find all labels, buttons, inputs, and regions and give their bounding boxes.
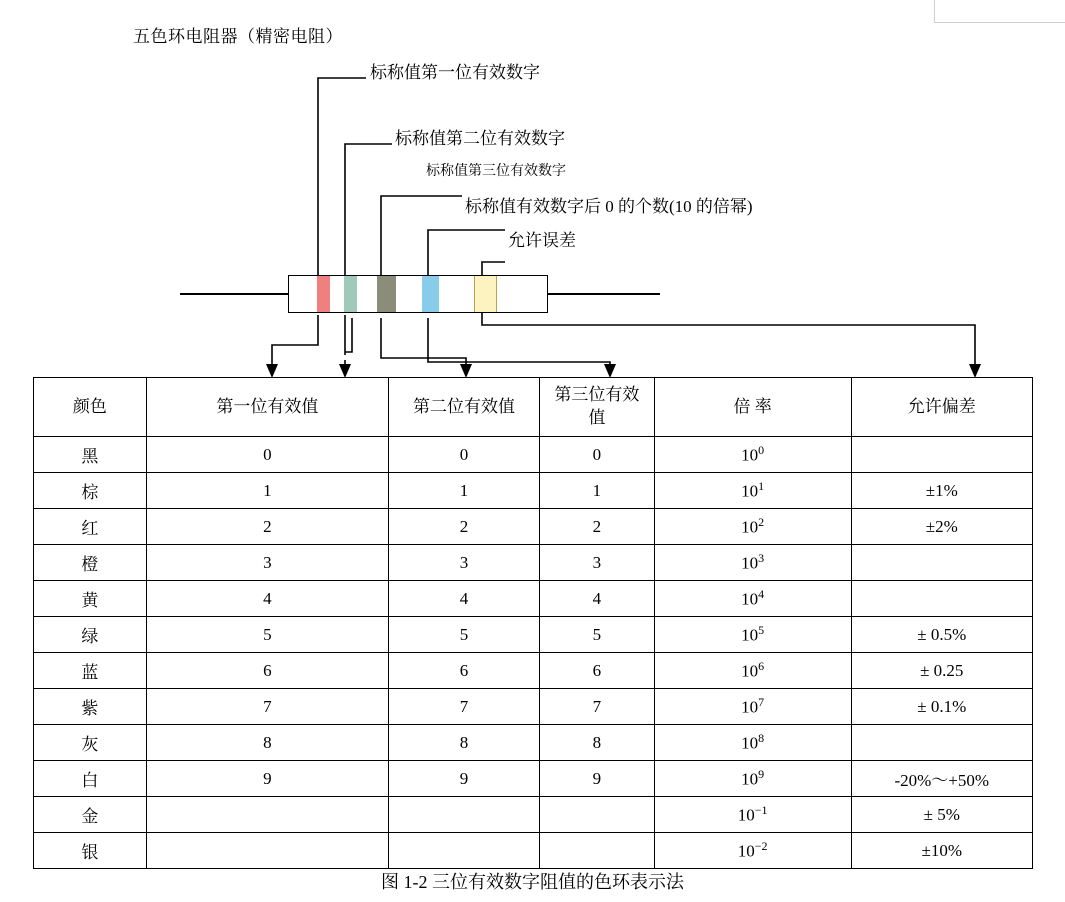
header-tolerance: 允许偏差 [851, 378, 1032, 437]
cell-digit1: 3 [146, 545, 388, 581]
resistor-body [288, 275, 548, 313]
figure-caption [0, 868, 1065, 894]
cell-digit2: 1 [388, 473, 539, 509]
header-digit2: 第二位有效值 [388, 378, 539, 437]
cell-digit2: 2 [388, 509, 539, 545]
table-row [34, 617, 1033, 653]
cell-digit2: 9 [388, 761, 539, 797]
table-row [34, 653, 1033, 689]
callout-label-digit3: 标称值第三位有效数字 [426, 164, 566, 179]
cell-color: 棕 [34, 473, 147, 509]
cell-color: 黑 [34, 437, 147, 473]
cell-color: 白 [34, 761, 147, 797]
cell-digit3 [540, 797, 655, 833]
table-row [34, 473, 1033, 509]
cell-multiplier: $10^4$ [654, 581, 851, 617]
callout-label-digit1: 标称值第一位有效数字 [370, 63, 540, 82]
cell-multiplier: $10^7$ [654, 689, 851, 725]
header-digit1: 第一位有效值 [146, 378, 388, 437]
color-code-table [33, 377, 1033, 869]
cell-multiplier: $10^3$ [654, 545, 851, 581]
band-5 [474, 276, 497, 312]
cell-digit3: 4 [540, 581, 655, 617]
color-code-table-wrap [33, 377, 1033, 869]
table-row [34, 437, 1033, 473]
cell-tolerance: ±10% [851, 833, 1032, 869]
cell-digit2: 5 [388, 617, 539, 653]
cell-tolerance [851, 581, 1032, 617]
cell-multiplier: $10^9$ [654, 761, 851, 797]
table-row [34, 689, 1033, 725]
cell-digit1: 5 [146, 617, 388, 653]
header-color: 颜色 [34, 378, 147, 437]
header-digit3: 第三位有效值 [540, 378, 655, 437]
cell-digit3: 5 [540, 617, 655, 653]
cell-digit3: 8 [540, 725, 655, 761]
table-body [34, 437, 1033, 869]
resistor-diagram [180, 268, 880, 320]
resistor-lead-left [180, 293, 290, 295]
cell-tolerance: ± 0.1% [851, 689, 1032, 725]
cell-digit1: 1 [146, 473, 388, 509]
table-row [34, 545, 1033, 581]
cell-digit2 [388, 833, 539, 869]
cell-multiplier: $10^{-1}$ [654, 797, 851, 833]
cell-digit2: 4 [388, 581, 539, 617]
cell-tolerance: ± 5% [851, 797, 1032, 833]
cell-color: 红 [34, 509, 147, 545]
cell-digit2: 0 [388, 437, 539, 473]
band-4 [422, 276, 439, 312]
cell-multiplier: $10^5$ [654, 617, 851, 653]
resistor-lead-right [545, 293, 660, 295]
cell-digit3: 6 [540, 653, 655, 689]
cell-digit3: 9 [540, 761, 655, 797]
band-3 [377, 276, 396, 312]
cell-color: 绿 [34, 617, 147, 653]
cell-tolerance [851, 437, 1032, 473]
table-row [34, 509, 1033, 545]
cell-digit3 [540, 833, 655, 869]
cell-digit2: 3 [388, 545, 539, 581]
cell-color: 紫 [34, 689, 147, 725]
cell-digit1 [146, 797, 388, 833]
header-multiplier: 倍 率 [654, 378, 851, 437]
cell-digit2: 8 [388, 725, 539, 761]
cell-tolerance: ± 0.25 [851, 653, 1032, 689]
cell-digit2: 6 [388, 653, 539, 689]
cell-digit3: 0 [540, 437, 655, 473]
cell-digit1: 2 [146, 509, 388, 545]
cell-color: 蓝 [34, 653, 147, 689]
cell-digit3: 3 [540, 545, 655, 581]
cell-color: 灰 [34, 725, 147, 761]
band-2 [344, 276, 357, 312]
page-corner-mark [934, 0, 1065, 23]
cell-digit1 [146, 833, 388, 869]
cell-digit3: 1 [540, 473, 655, 509]
table-row [34, 833, 1033, 869]
table-row [34, 581, 1033, 617]
table-row [34, 725, 1033, 761]
table-row [34, 797, 1033, 833]
cell-digit1: 4 [146, 581, 388, 617]
table-header-row [34, 378, 1033, 437]
cell-tolerance: ± 0.5% [851, 617, 1032, 653]
cell-tolerance: ±2% [851, 509, 1032, 545]
cell-tolerance [851, 725, 1032, 761]
cell-tolerance: -20%～+50% [851, 761, 1032, 797]
cell-multiplier: $10^6$ [654, 653, 851, 689]
callout-label-tolerance: 允许误差 [508, 231, 576, 250]
figure-caption-text: 图 1-2 三位有效数字阻值的色环表示法 [381, 872, 684, 892]
band-1 [317, 276, 330, 312]
cell-multiplier: $10^{-2}$ [654, 833, 851, 869]
cell-digit1: 0 [146, 437, 388, 473]
figure-title: 五色环电阻器（精密电阻） [133, 27, 343, 46]
callout-label-digit2: 标称值第二位有效数字 [395, 129, 565, 148]
cell-multiplier: $10^1$ [654, 473, 851, 509]
callout-label-multiplier: 标称值有效数字后 0 的个数(10 的倍幂) [465, 197, 753, 216]
cell-digit3: 7 [540, 689, 655, 725]
table-row [34, 761, 1033, 797]
cell-color: 橙 [34, 545, 147, 581]
cell-digit2: 7 [388, 689, 539, 725]
cell-digit1: 9 [146, 761, 388, 797]
cell-tolerance [851, 545, 1032, 581]
cell-color: 银 [34, 833, 147, 869]
cell-tolerance: ±1% [851, 473, 1032, 509]
cell-color: 黄 [34, 581, 147, 617]
cell-multiplier: $10^8$ [654, 725, 851, 761]
cell-digit1: 6 [146, 653, 388, 689]
cell-multiplier: $10^0$ [654, 437, 851, 473]
cell-digit1: 7 [146, 689, 388, 725]
cell-multiplier: $10^2$ [654, 509, 851, 545]
cell-digit1: 8 [146, 725, 388, 761]
cell-digit2 [388, 797, 539, 833]
cell-digit3: 2 [540, 509, 655, 545]
cell-color: 金 [34, 797, 147, 833]
